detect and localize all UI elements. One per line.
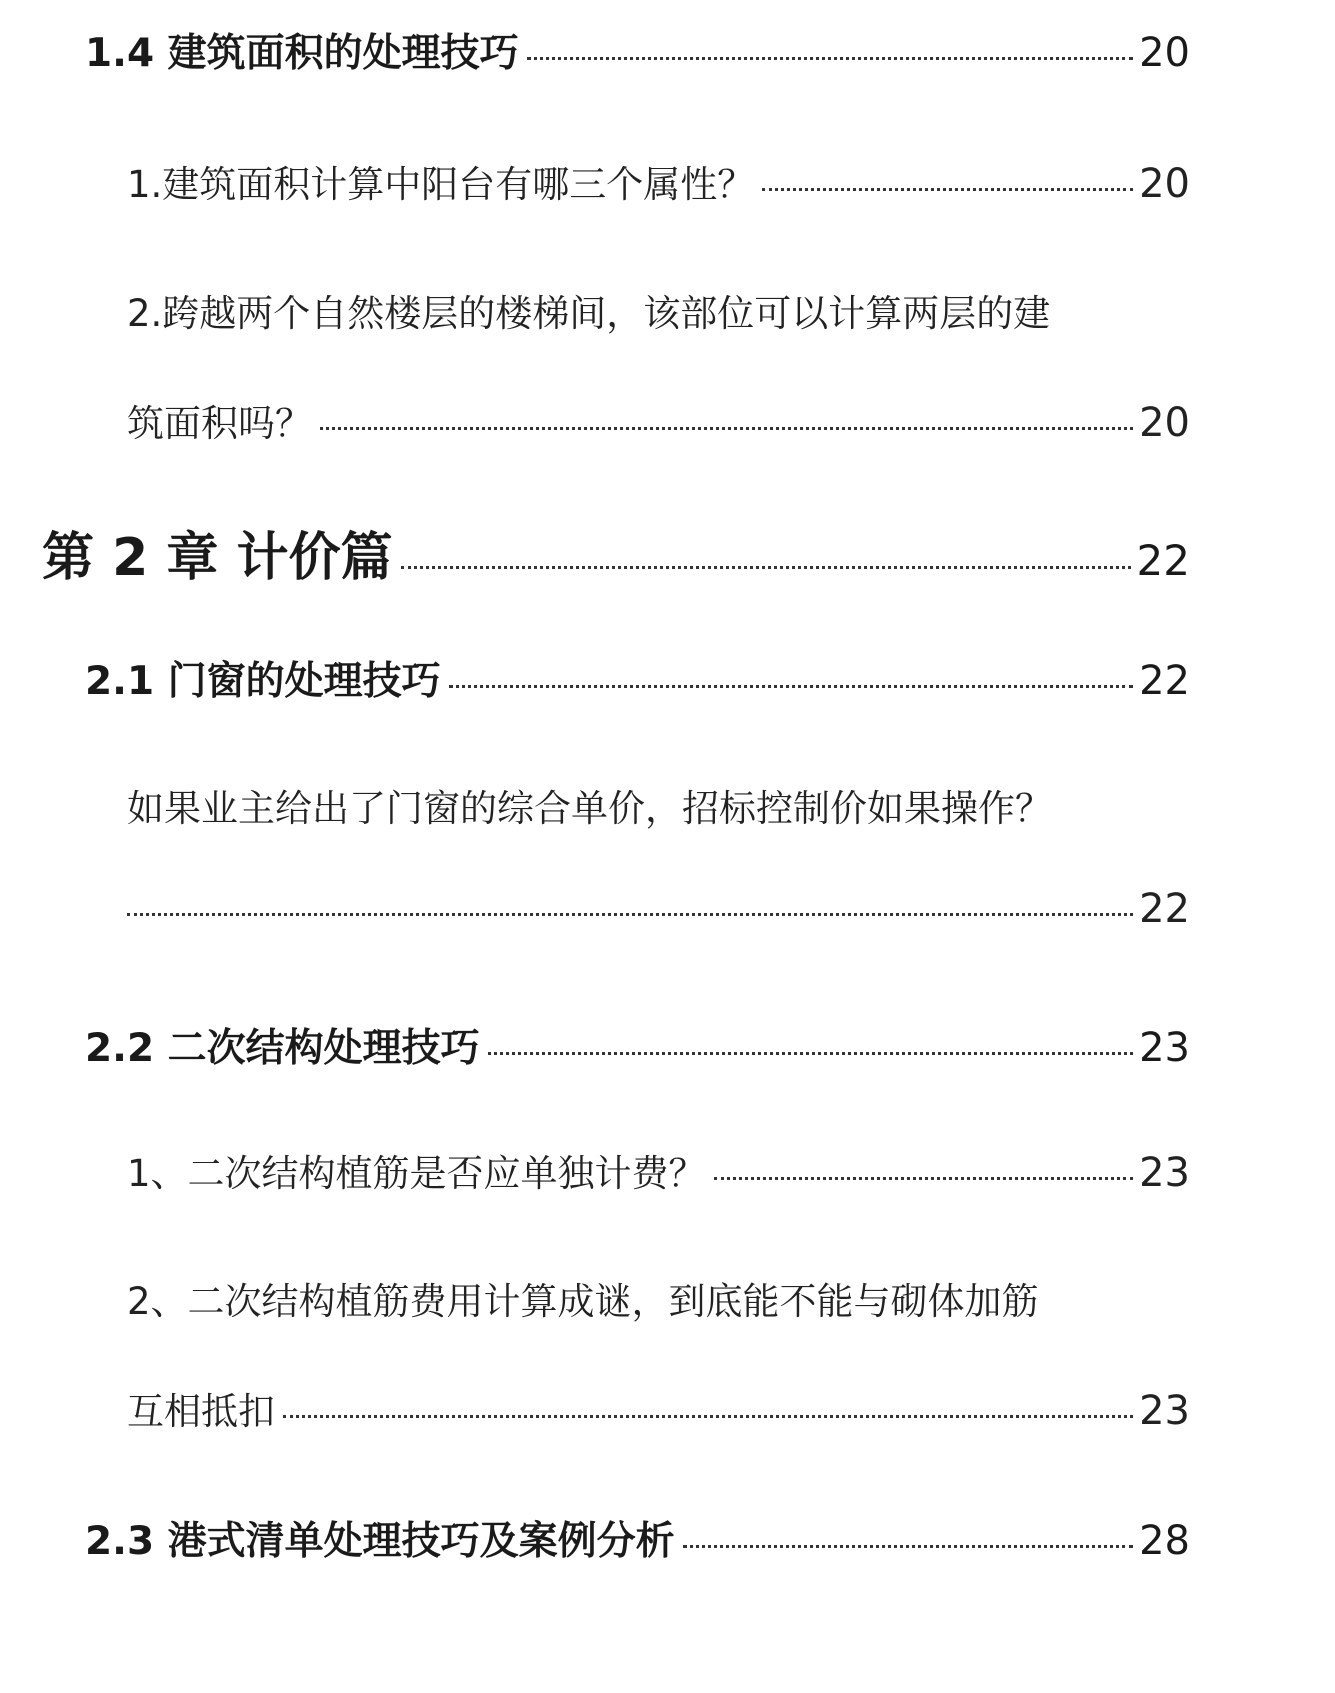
toc-page-number: 22 (1136, 536, 1190, 585)
toc-page-number: 20 (1139, 30, 1190, 76)
toc-page-number: 23 (1139, 1388, 1190, 1434)
toc-page-number: 20 (1139, 400, 1190, 446)
toc-page-number: 20 (1139, 161, 1190, 207)
dot-leader (127, 913, 1133, 916)
dot-leader (762, 188, 1133, 191)
toc-entry-title: 1.建筑面积计算中阳台有哪三个属性？ (127, 163, 755, 206)
toc-entry-item-5[interactable] (127, 1381, 1190, 1435)
dot-leader (449, 685, 1133, 688)
toc-entry-title: 1.4 建筑面积的处理技巧 (85, 31, 519, 76)
toc-entry-chapter-2[interactable] (42, 515, 1190, 590)
toc-page-number: 28 (1139, 1518, 1190, 1564)
toc-page-number: 22 (1139, 886, 1190, 932)
toc-entry-title: 互相抵扣 (127, 1390, 275, 1433)
toc-entry-item-5-line-1[interactable]: 2、二次结构植筋费用计算成谜，到底能不能与砌体加筋 (127, 1280, 1039, 1323)
dot-leader (527, 57, 1133, 60)
dot-leader (283, 1415, 1133, 1418)
toc-entry-title: 2.3 港式清单处理技巧及案例分析 (85, 1519, 675, 1564)
dot-leader (488, 1052, 1133, 1055)
toc-page-number: 23 (1139, 1150, 1190, 1196)
toc-entry-item-1[interactable] (127, 154, 1190, 208)
toc-entry-section-2-2[interactable] (85, 1017, 1190, 1073)
toc-entry-section-1-4[interactable] (85, 22, 1190, 78)
dot-leader (714, 1177, 1134, 1180)
toc-entry-section-2-3[interactable] (85, 1510, 1190, 1566)
toc-entry-item-3-line-1[interactable]: 如果业主给出了门窗的综合单价，招标控制价如果操作？ (127, 787, 1052, 830)
toc-entry-title: 筑面积吗？ (127, 402, 312, 445)
toc-entry-title: 1、二次结构植筋是否应单独计费？ (127, 1152, 706, 1195)
dot-leader (683, 1545, 1133, 1548)
toc-entry-title: 2.2 二次结构处理技巧 (85, 1026, 480, 1071)
toc-page-number: 22 (1139, 658, 1190, 704)
toc-entry-section-2-1[interactable] (85, 650, 1190, 706)
toc-entry-item-4[interactable] (127, 1143, 1190, 1197)
toc-entry-title: 第 2 章 计价篇 (42, 528, 393, 588)
toc-entry-item-2-line-1[interactable]: 2.跨越两个自然楼层的楼梯间，该部位可以计算两层的建 (127, 292, 1051, 335)
dot-leader (320, 427, 1133, 430)
toc-entry-title: 2.1 门窗的处理技巧 (85, 659, 441, 704)
toc-entry-item-2[interactable] (127, 393, 1190, 447)
dot-leader (401, 566, 1131, 569)
toc-page-number: 23 (1139, 1025, 1190, 1071)
toc-entry-item-3[interactable] (127, 886, 1190, 932)
